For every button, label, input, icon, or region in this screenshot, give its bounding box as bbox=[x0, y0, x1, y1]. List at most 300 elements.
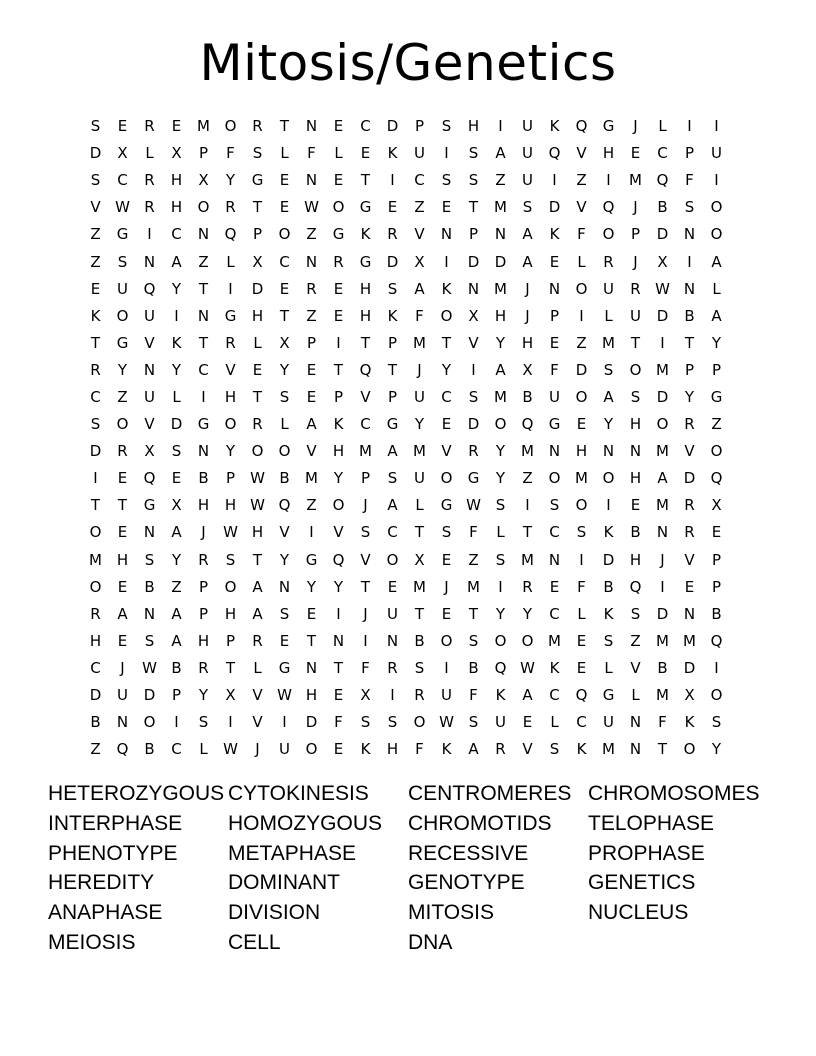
grid-letter: B bbox=[657, 198, 668, 217]
grid-letter: H bbox=[197, 631, 210, 650]
grid-row bbox=[82, 547, 730, 574]
grid-letter: Z bbox=[90, 252, 101, 271]
grid-letter: X bbox=[522, 360, 533, 379]
grid-letter: S bbox=[90, 415, 101, 434]
grid-letter: S bbox=[630, 604, 641, 623]
grid-letter: N bbox=[197, 225, 210, 244]
grid-letter: N bbox=[440, 225, 453, 244]
grid-letter: D bbox=[89, 442, 102, 461]
grid-letter: Y bbox=[117, 360, 128, 379]
grid-letter: C bbox=[117, 171, 128, 190]
grid-letter: U bbox=[117, 686, 128, 705]
grid-letter: O bbox=[440, 469, 453, 488]
grid-letter: S bbox=[576, 523, 587, 542]
grid-letter: I bbox=[336, 604, 341, 623]
grid-letter: D bbox=[656, 225, 669, 244]
grid-letter: P bbox=[198, 144, 209, 163]
grid-letter: A bbox=[306, 415, 317, 434]
grid-letter: T bbox=[684, 333, 695, 352]
grid-letter: X bbox=[198, 171, 209, 190]
grid-letter: S bbox=[171, 442, 182, 461]
grid-letter: P bbox=[684, 360, 695, 379]
grid-letter: J bbox=[633, 117, 638, 136]
grid-letter: R bbox=[198, 550, 209, 569]
grid-letter: L bbox=[577, 604, 586, 623]
grid-letter: H bbox=[170, 171, 183, 190]
grid-letter: I bbox=[606, 496, 611, 515]
grid-letter: W bbox=[439, 713, 454, 732]
grid-letter: Z bbox=[522, 469, 533, 488]
grid-letter: S bbox=[441, 171, 452, 190]
grid-letter: G bbox=[440, 496, 453, 515]
grid-letter: P bbox=[252, 225, 263, 244]
grid-letter: G bbox=[602, 686, 615, 705]
grid-letter: N bbox=[548, 279, 561, 298]
grid-letter: O bbox=[251, 442, 264, 461]
grid-letter: V bbox=[468, 333, 479, 352]
grid-row bbox=[82, 194, 730, 221]
grid-letter: Y bbox=[495, 333, 506, 352]
grid-letter: E bbox=[117, 523, 128, 542]
grid-letter: B bbox=[603, 577, 614, 596]
grid-letter: O bbox=[440, 306, 453, 325]
grid-letter: O bbox=[413, 713, 426, 732]
grid-letter: K bbox=[90, 306, 101, 325]
grid-letter: F bbox=[226, 144, 235, 163]
grid-letter: I bbox=[498, 577, 503, 596]
grid-letter: E bbox=[630, 496, 641, 515]
grid-letter: Y bbox=[711, 740, 722, 759]
word-list-item: DOMINANT bbox=[228, 871, 340, 895]
word-list-item: CHROMOTIDS bbox=[408, 811, 552, 835]
grid-letter: D bbox=[548, 198, 561, 217]
grid-letter: E bbox=[711, 523, 722, 542]
grid-letter: E bbox=[630, 144, 641, 163]
grid-letter: P bbox=[387, 387, 398, 406]
grid-row bbox=[82, 221, 730, 248]
grid-letter: Q bbox=[575, 117, 588, 136]
grid-letter: S bbox=[144, 550, 155, 569]
grid-letter: F bbox=[577, 577, 586, 596]
grid-letter: A bbox=[522, 252, 533, 271]
grid-letter: U bbox=[603, 279, 614, 298]
grid-letter: O bbox=[440, 631, 453, 650]
grid-letter: C bbox=[549, 686, 560, 705]
grid-letter: T bbox=[252, 550, 263, 569]
grid-letter: V bbox=[306, 442, 317, 461]
grid-letter: N bbox=[386, 631, 399, 650]
grid-letter: E bbox=[576, 631, 587, 650]
grid-letter: S bbox=[441, 117, 452, 136]
grid-letter: W bbox=[223, 523, 238, 542]
grid-letter: H bbox=[224, 496, 237, 515]
grid-letter: I bbox=[687, 252, 692, 271]
grid-letter: J bbox=[525, 306, 530, 325]
grid-letter: U bbox=[414, 469, 425, 488]
grid-letter: S bbox=[360, 713, 371, 732]
grid-letter: G bbox=[116, 333, 129, 352]
grid-letter: Y bbox=[495, 442, 506, 461]
grid-letter: O bbox=[710, 686, 723, 705]
grid-letter: Y bbox=[684, 387, 695, 406]
grid-letter: I bbox=[714, 658, 719, 677]
grid-letter: Y bbox=[441, 360, 452, 379]
grid-letter: F bbox=[307, 144, 316, 163]
grid-letter: R bbox=[90, 360, 101, 379]
grid-letter: N bbox=[629, 713, 642, 732]
grid-letter: Q bbox=[278, 496, 291, 515]
grid-letter: S bbox=[387, 713, 398, 732]
grid-letter: N bbox=[197, 442, 210, 461]
grid-letter: E bbox=[441, 198, 452, 217]
grid-letter: G bbox=[143, 496, 156, 515]
grid-letter: J bbox=[525, 279, 530, 298]
grid-letter: E bbox=[549, 577, 560, 596]
grid-letter: T bbox=[414, 523, 425, 542]
grid-letter: Y bbox=[198, 686, 209, 705]
grid-letter: D bbox=[494, 252, 507, 271]
grid-letter: A bbox=[252, 604, 263, 623]
grid-letter: L bbox=[253, 333, 262, 352]
grid-letter: E bbox=[441, 604, 452, 623]
grid-letter: I bbox=[93, 469, 98, 488]
grid-letter: D bbox=[683, 469, 696, 488]
word-list-item: CELL bbox=[228, 930, 281, 954]
word-list-item: METAPHASE bbox=[228, 841, 356, 865]
grid-letter: A bbox=[252, 577, 263, 596]
grid-letter: F bbox=[469, 523, 478, 542]
grid-letter: C bbox=[360, 117, 371, 136]
grid-letter: Z bbox=[198, 252, 209, 271]
grid-letter: C bbox=[90, 387, 101, 406]
grid-letter: Z bbox=[630, 631, 641, 650]
grid-letter: W bbox=[520, 658, 535, 677]
grid-letter: K bbox=[387, 144, 398, 163]
grid-letter: X bbox=[279, 333, 290, 352]
grid-letter: F bbox=[334, 713, 343, 732]
grid-letter: N bbox=[116, 713, 129, 732]
grid-letter: H bbox=[494, 306, 507, 325]
grid-letter: Q bbox=[494, 658, 507, 677]
grid-letter: K bbox=[603, 604, 614, 623]
grid-row bbox=[82, 303, 730, 330]
word-list-item: DIVISION bbox=[228, 901, 321, 925]
grid-letter: R bbox=[225, 198, 236, 217]
grid-letter: I bbox=[282, 713, 287, 732]
grid-letter: N bbox=[305, 658, 318, 677]
grid-letter: C bbox=[657, 144, 668, 163]
word-list-item: HEREDITY bbox=[48, 871, 155, 895]
grid-letter: C bbox=[360, 415, 371, 434]
grid-letter: Y bbox=[711, 333, 722, 352]
grid-letter: D bbox=[656, 604, 669, 623]
grid-letter: L bbox=[172, 387, 181, 406]
word-list-item: RECESSIVE bbox=[408, 841, 529, 865]
grid-letter: U bbox=[711, 144, 722, 163]
grid-letter: N bbox=[305, 171, 318, 190]
grid-letter: K bbox=[684, 713, 695, 732]
grid-letter: I bbox=[714, 171, 719, 190]
grid-letter: E bbox=[333, 171, 344, 190]
grid-row bbox=[82, 709, 730, 736]
grid-letter: I bbox=[444, 658, 449, 677]
grid-letter: L bbox=[145, 144, 154, 163]
grid-letter: R bbox=[117, 442, 128, 461]
grid-letter: A bbox=[522, 225, 533, 244]
grid-letter: P bbox=[630, 225, 641, 244]
grid-letter: S bbox=[90, 117, 101, 136]
grid-letter: J bbox=[120, 658, 125, 677]
grid-letter: Z bbox=[711, 415, 722, 434]
grid-letter: V bbox=[225, 360, 236, 379]
grid-letter: N bbox=[656, 523, 669, 542]
grid-letter: N bbox=[467, 279, 480, 298]
grid-letter: O bbox=[116, 415, 129, 434]
grid-letter: P bbox=[333, 387, 344, 406]
grid-letter: M bbox=[305, 469, 318, 488]
grid-letter: S bbox=[198, 713, 209, 732]
grid-letter: L bbox=[496, 523, 505, 542]
grid-letter: E bbox=[333, 117, 344, 136]
grid-letter: S bbox=[468, 631, 479, 650]
grid-row bbox=[82, 519, 730, 546]
grid-letter: O bbox=[197, 198, 210, 217]
grid-letter: I bbox=[579, 306, 584, 325]
grid-letter: S bbox=[549, 740, 560, 759]
grid-letter: A bbox=[387, 496, 398, 515]
grid-letter: V bbox=[630, 658, 641, 677]
grid-letter: B bbox=[171, 658, 182, 677]
grid-letter: W bbox=[466, 496, 481, 515]
grid-letter: F bbox=[577, 225, 586, 244]
grid-letter: S bbox=[387, 279, 398, 298]
grid-letter: B bbox=[414, 631, 425, 650]
grid-letter: N bbox=[278, 577, 291, 596]
grid-letter: V bbox=[279, 523, 290, 542]
grid-letter: I bbox=[147, 225, 152, 244]
grid-letter: U bbox=[522, 171, 533, 190]
grid-letter: Y bbox=[333, 469, 344, 488]
grid-letter: V bbox=[360, 550, 371, 569]
grid-letter: L bbox=[280, 415, 289, 434]
grid-letter: E bbox=[387, 198, 398, 217]
grid-letter: J bbox=[417, 360, 422, 379]
grid-letter: A bbox=[468, 740, 479, 759]
grid-letter: L bbox=[577, 252, 586, 271]
grid-letter: L bbox=[280, 144, 289, 163]
grid-letter: M bbox=[467, 577, 480, 596]
grid-letter: Q bbox=[575, 686, 588, 705]
grid-letter: T bbox=[90, 496, 101, 515]
grid-letter: O bbox=[710, 198, 723, 217]
grid-letter: E bbox=[333, 306, 344, 325]
grid-letter: G bbox=[359, 198, 372, 217]
grid-letter: K bbox=[333, 415, 344, 434]
grid-letter: U bbox=[630, 306, 641, 325]
grid-letter: E bbox=[306, 604, 317, 623]
grid-letter: T bbox=[441, 333, 452, 352]
grid-letter: Q bbox=[602, 198, 615, 217]
grid-letter: S bbox=[225, 550, 236, 569]
grid-letter: S bbox=[90, 171, 101, 190]
grid-letter: Y bbox=[495, 469, 506, 488]
word-list-item: HETEROZYGOUS bbox=[48, 782, 225, 805]
grid-letter: J bbox=[633, 198, 638, 217]
grid-letter: K bbox=[549, 658, 560, 677]
grid-letter: V bbox=[522, 740, 533, 759]
grid-letter: Q bbox=[116, 740, 129, 759]
grid-letter: O bbox=[683, 740, 696, 759]
grid-letter: E bbox=[360, 144, 371, 163]
grid-letter: S bbox=[630, 387, 641, 406]
grid-letter: V bbox=[414, 225, 425, 244]
grid-letter: V bbox=[90, 198, 101, 217]
grid-letter: W bbox=[277, 686, 292, 705]
grid-letter: T bbox=[252, 198, 263, 217]
grid-letter: O bbox=[305, 740, 318, 759]
grid-letter: R bbox=[144, 171, 155, 190]
word-list-item: MEIOSIS bbox=[48, 930, 136, 954]
grid-letter: O bbox=[575, 496, 588, 515]
grid-letter: L bbox=[415, 496, 424, 515]
grid-letter: D bbox=[683, 658, 696, 677]
grid-letter: X bbox=[711, 496, 722, 515]
grid-letter: S bbox=[495, 496, 506, 515]
grid-letter: O bbox=[116, 306, 129, 325]
grid-letter: A bbox=[387, 442, 398, 461]
grid-letter: O bbox=[224, 415, 237, 434]
grid-letter: Y bbox=[171, 360, 182, 379]
grid-letter: G bbox=[359, 252, 372, 271]
grid-letter: H bbox=[467, 117, 480, 136]
grid-letter: Q bbox=[656, 171, 669, 190]
grid-letter: V bbox=[576, 144, 587, 163]
grid-letter: C bbox=[549, 523, 560, 542]
grid-letter: Q bbox=[548, 144, 561, 163]
grid-letter: D bbox=[305, 713, 318, 732]
grid-letter: N bbox=[683, 279, 696, 298]
grid-letter: T bbox=[360, 171, 371, 190]
grid-letter: O bbox=[575, 279, 588, 298]
grid-letter: E bbox=[306, 360, 317, 379]
grid-letter: K bbox=[171, 333, 182, 352]
grid-letter: L bbox=[631, 686, 640, 705]
grid-letter: G bbox=[278, 658, 291, 677]
grid-letter: R bbox=[225, 333, 236, 352]
grid-letter: E bbox=[279, 631, 290, 650]
grid-letter: R bbox=[198, 658, 209, 677]
word-list-item: DNA bbox=[408, 930, 453, 954]
grid-letter: W bbox=[223, 740, 238, 759]
grid-letter: H bbox=[197, 496, 210, 515]
grid-row bbox=[82, 276, 730, 303]
grid-letter: M bbox=[413, 577, 426, 596]
grid-letter: S bbox=[441, 523, 452, 542]
grid-row bbox=[82, 167, 730, 194]
grid-letter: X bbox=[144, 442, 155, 461]
grid-letter: U bbox=[522, 117, 533, 136]
grid-letter: R bbox=[468, 442, 479, 461]
grid-letter: D bbox=[467, 252, 480, 271]
grid-letter: K bbox=[441, 740, 452, 759]
grid-letter: C bbox=[198, 360, 209, 379]
grid-letter: G bbox=[251, 171, 264, 190]
grid-letter: I bbox=[444, 144, 449, 163]
grid-letter: W bbox=[250, 496, 265, 515]
grid-letter: L bbox=[334, 144, 343, 163]
grid-letter: C bbox=[549, 604, 560, 623]
grid-letter: E bbox=[684, 577, 695, 596]
grid-letter: T bbox=[117, 496, 128, 515]
grid-letter: H bbox=[89, 631, 102, 650]
grid-letter: U bbox=[414, 387, 425, 406]
grid-letter: R bbox=[387, 225, 398, 244]
grid-letter: Z bbox=[90, 225, 101, 244]
grid-letter: R bbox=[414, 686, 425, 705]
word-list bbox=[48, 779, 788, 958]
grid-letter: Y bbox=[171, 550, 182, 569]
grid-letter: A bbox=[495, 360, 506, 379]
grid-letter: W bbox=[655, 279, 670, 298]
grid-letter: X bbox=[171, 496, 182, 515]
grid-letter: M bbox=[683, 631, 696, 650]
grid-letter: J bbox=[444, 577, 449, 596]
grid-letter: P bbox=[225, 469, 236, 488]
grid-letter: D bbox=[575, 360, 588, 379]
grid-letter: I bbox=[525, 496, 530, 515]
grid-row bbox=[82, 357, 730, 384]
grid-letter: I bbox=[498, 117, 503, 136]
grid-letter: N bbox=[143, 360, 156, 379]
grid-letter: Z bbox=[117, 387, 128, 406]
grid-letter: D bbox=[467, 415, 480, 434]
grid-letter: C bbox=[279, 252, 290, 271]
word-list-item: GENOTYPE bbox=[408, 871, 525, 895]
grid-letter: Q bbox=[710, 469, 723, 488]
grid-letter: T bbox=[225, 658, 236, 677]
grid-letter: X bbox=[171, 144, 182, 163]
grid-letter: R bbox=[603, 252, 614, 271]
grid-letter: H bbox=[629, 469, 642, 488]
grid-letter: U bbox=[495, 713, 506, 732]
grid-letter: C bbox=[414, 171, 425, 190]
grid-letter: V bbox=[252, 713, 263, 732]
grid-letter: R bbox=[684, 523, 695, 542]
grid-letter: Y bbox=[279, 360, 290, 379]
grid-letter: I bbox=[606, 171, 611, 190]
grid-letter: D bbox=[656, 387, 669, 406]
grid-letter: E bbox=[252, 360, 263, 379]
grid-letter: B bbox=[522, 387, 533, 406]
grid-letter: I bbox=[336, 333, 341, 352]
grid-letter: T bbox=[468, 604, 479, 623]
word-list-item: HOMOZYGOUS bbox=[228, 811, 383, 835]
grid-letter: T bbox=[90, 333, 101, 352]
grid-letter: O bbox=[332, 496, 345, 515]
grid-letter: V bbox=[252, 686, 263, 705]
grid-letter: L bbox=[658, 117, 667, 136]
grid-letter: H bbox=[629, 550, 642, 569]
grid-letter: E bbox=[279, 171, 290, 190]
grid-letter: N bbox=[143, 252, 156, 271]
grid-letter: I bbox=[444, 252, 449, 271]
grid-letter: R bbox=[252, 631, 263, 650]
grid-letter: N bbox=[548, 442, 561, 461]
grid-letter: Z bbox=[576, 171, 587, 190]
grid-letter: R bbox=[387, 658, 398, 677]
grid-letter: H bbox=[305, 686, 318, 705]
word-list-item: TELOPHASE bbox=[588, 811, 715, 835]
